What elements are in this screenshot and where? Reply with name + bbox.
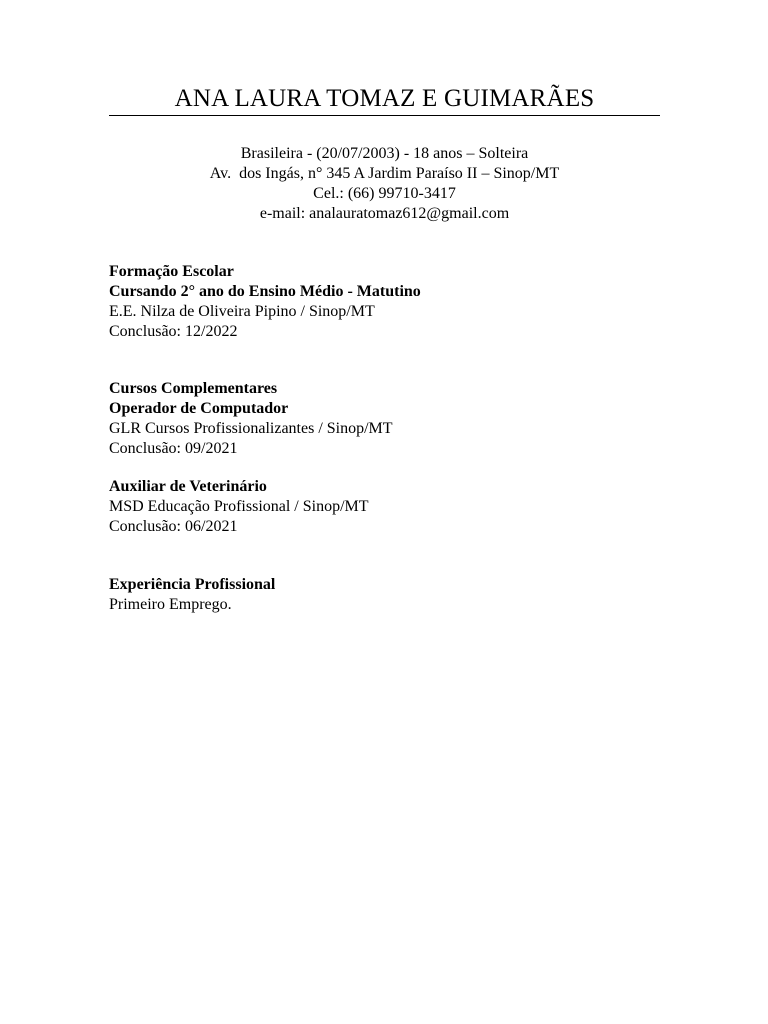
experience-text: Primeiro Emprego. <box>109 596 232 613</box>
email: e-mail: analauratomaz612@gmail.com <box>259 205 510 222</box>
course-title: Auxiliar de Veterinário <box>109 478 267 495</box>
course-entry <box>109 477 669 537</box>
education-course: Cursando 2° ano do Ensino Médio - Matutino <box>109 283 421 300</box>
course-institution: GLR Cursos Profissionalizantes / Sinop/MT <box>109 420 393 437</box>
experience-section <box>109 575 669 615</box>
experience-heading: Experiência Profissional <box>109 576 276 593</box>
contact-block <box>109 144 660 224</box>
education-heading: Formação Escolar <box>109 263 234 280</box>
education-conclusion: Conclusão: 12/2022 <box>109 323 238 340</box>
personal-info: Brasileira - (20/07/2003) - 18 anos – Solteira <box>240 145 529 162</box>
phone: Cel.: (66) 99710-3417 <box>313 185 456 202</box>
courses-section <box>109 379 669 459</box>
header-divider <box>109 115 660 116</box>
education-section <box>109 262 669 342</box>
address: Av. dos Ingás, n° 345 A Jardim Paraíso II – Sinop/MT <box>209 165 560 182</box>
course-institution: MSD Educação Profissional / Sinop/MT <box>109 498 369 515</box>
course-title: Operador de Computador <box>109 400 289 417</box>
education-school: E.E. Nilza de Oliveira Pipino / Sinop/MT <box>109 303 375 320</box>
course-conclusion: Conclusão: 09/2021 <box>109 440 238 457</box>
course-conclusion: Conclusão: 06/2021 <box>109 518 238 535</box>
courses-heading: Cursos Complementares <box>109 380 278 397</box>
candidate-name: ANA LAURA TOMAZ E GUIMARÃES <box>174 85 595 112</box>
